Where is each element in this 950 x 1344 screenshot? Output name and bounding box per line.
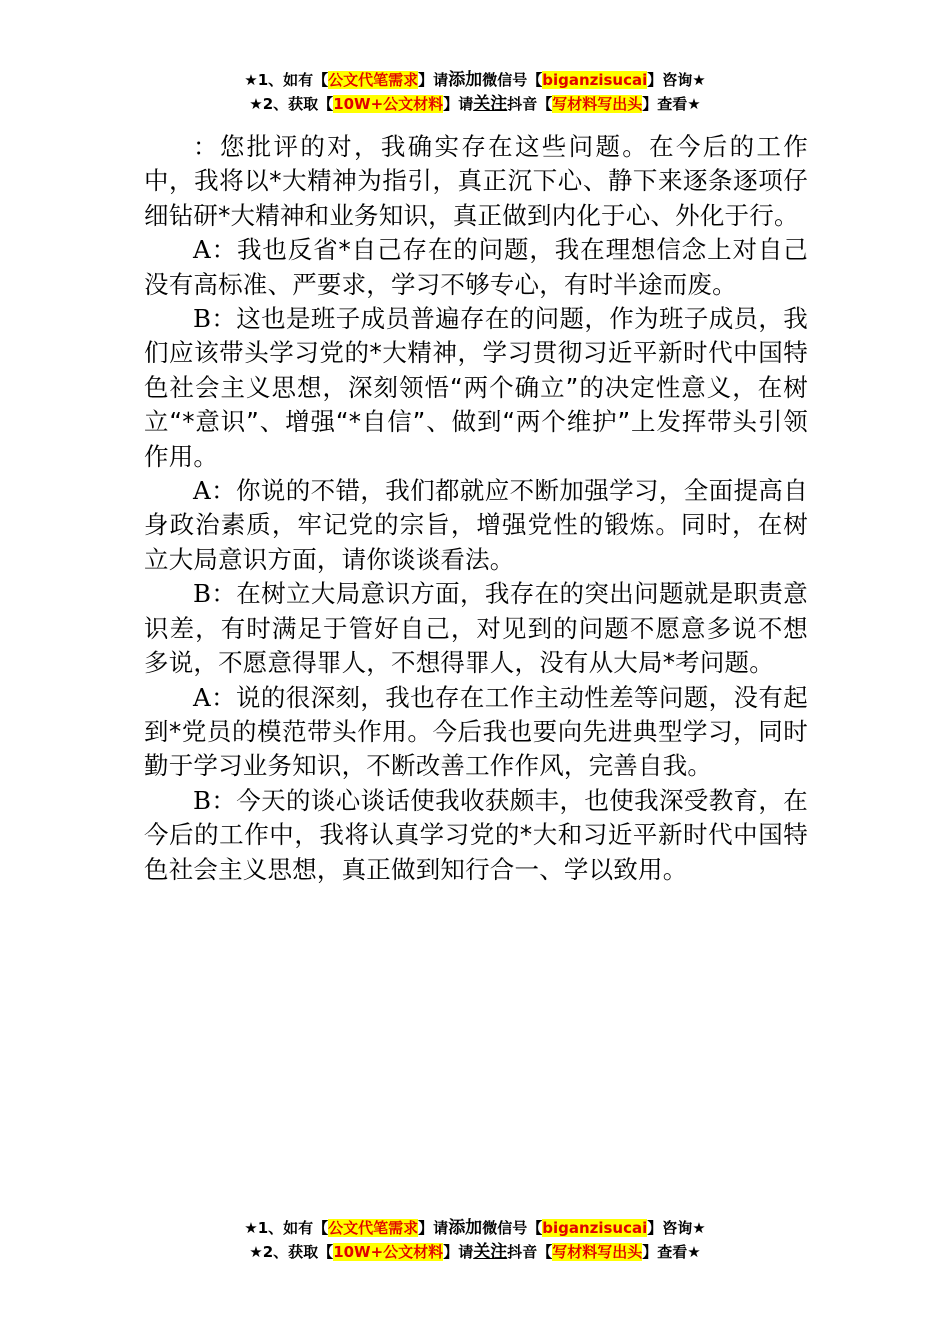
highlight-wechat-id: biganzisucai <box>542 71 648 89</box>
banner-emphasis: 添加 <box>448 1218 483 1238</box>
banner-line-1 <box>0 68 950 92</box>
highlight-douyin: 写材料写出头 <box>552 1243 643 1261</box>
banner-emphasis: 关注 <box>473 1242 508 1262</box>
paragraph-text: ：说的很深刻，我也存在工作主动性差等问题，没有起到*党员的模范带头作用。今后我也要向先进典型学习，同时勤于学习业务知识，不断改善工作作风，完善自我。 <box>144 682 808 781</box>
document-body <box>144 130 808 887</box>
banner-text: ★1、如有【 <box>244 71 329 89</box>
banner-text: 微信号【 <box>482 1219 543 1237</box>
paragraph-text: ：我也反省*自己存在的问题，我在理想信念上对自己没有高标准、严要求，学习不够专心，有时半途而废。 <box>144 235 808 299</box>
speaker-label: A <box>193 682 211 712</box>
banner-text: ★2、获取【 <box>249 1243 334 1261</box>
banner-text: 】咨询★ <box>647 71 706 89</box>
paragraph <box>144 233 808 302</box>
highlight-douyin: 写材料写出头 <box>552 95 643 113</box>
paragraph-text: ：您批评的对，我确实存在这些问题。在今后的工作中，我将以*大精神为指引，真正沉下心、静下来逐条逐项仔细钻研*大精神和业务知识，真正做到内化于心、外化于行。 <box>144 132 808 230</box>
paragraph-text: ：这也是班子成员普遍存在的问题，作为班子成员，我们应该带头学习党的*大精神，学习贯彻习近平新时代中国特色社会主义思想，深刻领悟“两个确立”的决定性意义，在树立“*意识”、增强“*自信”、做到“两个维护”上发挥带头引领作用。 <box>144 304 808 471</box>
paragraph <box>144 681 808 784</box>
banner-emphasis: 关注 <box>473 94 508 114</box>
banner-text: 】请 <box>418 1219 449 1237</box>
banner-text: 】咨询★ <box>647 1219 706 1237</box>
speaker-label: A <box>193 235 211 265</box>
paragraph-text: ：今天的谈心谈话使我收获颇丰，也使我深受教育，在今后的工作中，我将认真学习党的*大和习近平新时代中国特色社会主义思想，真正做到知行合一、学以致用。 <box>144 785 808 884</box>
speaker-label: B <box>193 304 212 334</box>
paragraph-text: ：在树立大局意识方面，我存在的突出问题就是职责意识差，有时满足于管好自己，对见到的问题不愿意多说不想多说，不愿意得罪人，不想得罪人，没有从大局*考问题。 <box>144 579 808 678</box>
header-banner <box>0 68 950 116</box>
highlight-service: 公文代笔需求 <box>328 1219 419 1237</box>
speaker-label: A <box>193 476 211 506</box>
banner-text: 】请 <box>418 71 449 89</box>
highlight-service: 公文代笔需求 <box>328 71 419 89</box>
banner-text: 】请 <box>443 1243 474 1261</box>
paragraph <box>144 577 808 680</box>
footer-banner <box>0 1216 950 1264</box>
banner-text: ★1、如有【 <box>244 1219 329 1237</box>
banner-text: 抖音【 <box>507 95 553 113</box>
banner-text: 微信号【 <box>482 71 543 89</box>
banner-line-2 <box>0 92 950 116</box>
paragraph <box>144 784 808 887</box>
speaker-label: B <box>193 785 212 815</box>
banner-text: 】查看★ <box>642 95 701 113</box>
banner-line-2 <box>0 1240 950 1264</box>
highlight-materials: 10W+公文材料 <box>333 1243 444 1261</box>
banner-text: 抖音【 <box>507 1243 553 1261</box>
paragraph <box>144 302 808 474</box>
speaker-label: B <box>193 579 212 609</box>
highlight-materials: 10W+公文材料 <box>333 95 444 113</box>
banner-text: ★2、获取【 <box>249 95 334 113</box>
highlight-wechat-id: biganzisucai <box>542 1219 648 1237</box>
paragraph-text: ：你说的不错，我们都就应不断加强学习，全面提高自身政治素质，牢记党的宗旨，增强党性的锻炼。同时，在树立大局意识方面，请你谈谈看法。 <box>144 476 808 574</box>
banner-emphasis: 添加 <box>448 70 483 90</box>
paragraph <box>144 474 808 577</box>
banner-text: 】请 <box>443 95 474 113</box>
banner-text: 】查看★ <box>642 1243 701 1261</box>
banner-line-1 <box>0 1216 950 1240</box>
paragraph <box>144 130 808 233</box>
